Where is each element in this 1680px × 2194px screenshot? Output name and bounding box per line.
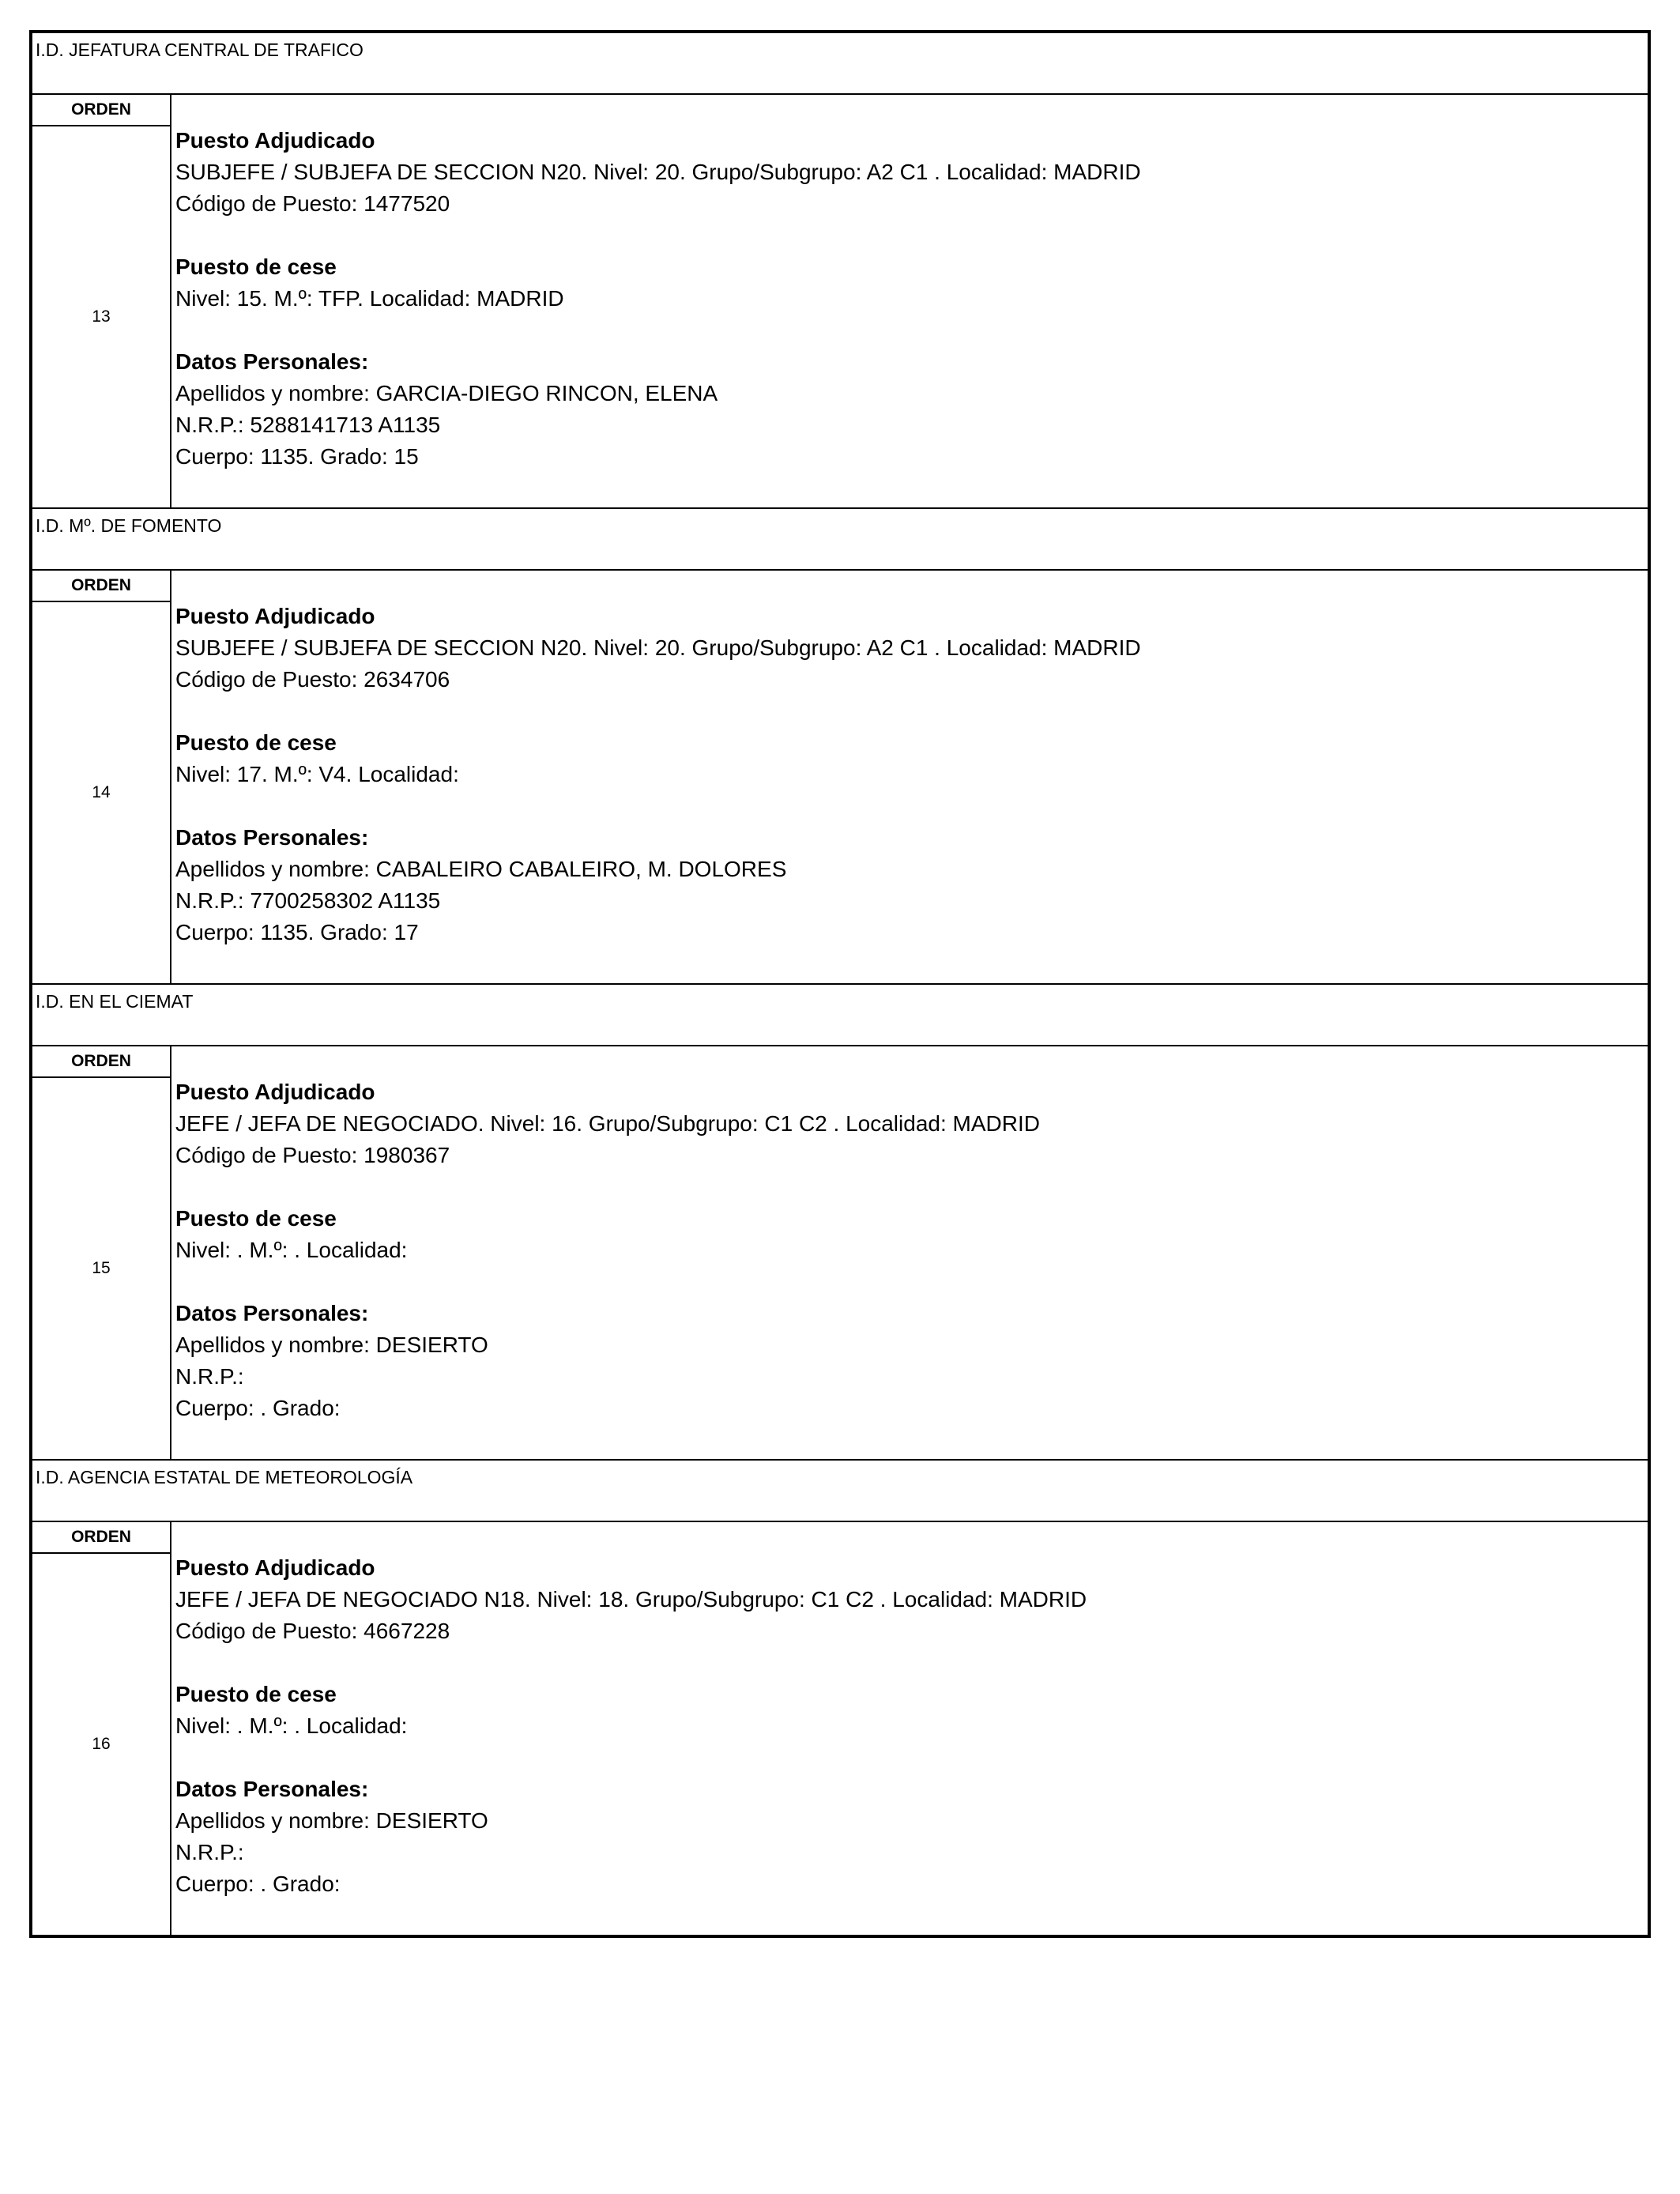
record-content (171, 1522, 1648, 1935)
document-table (29, 30, 1651, 1938)
puesto-cese-label: Puesto de cese (175, 1206, 337, 1231)
cuerpo-grado: Cuerpo: 1135. Grado: 17 (175, 920, 419, 944)
orden-label: ORDEN (32, 571, 170, 602)
nrp: N.R.P.: 5288141713 A1135 (175, 413, 441, 437)
puesto-cese-line: Nivel: 15. M.º: TFP. Localidad: MADRID (175, 286, 564, 311)
orden-column (32, 1522, 171, 1935)
puesto-adjudicado-line: SUBJEFE / SUBJEFA DE SECCION N20. Nivel: 20. Grupo/Subgrupo: A2 C1 . Localidad: MADRID (175, 160, 1141, 184)
codigo-puesto: Código de Puesto: 4667228 (175, 1619, 450, 1643)
puesto-cese-label: Puesto de cese (175, 254, 337, 279)
orden-column (32, 571, 171, 983)
orden-number: 14 (92, 783, 111, 801)
puesto-cese-label: Puesto de cese (175, 730, 337, 755)
puesto-adjudicado-label: Puesto Adjudicado (175, 604, 375, 628)
nrp: N.R.P.: (175, 1364, 244, 1389)
codigo-puesto: Código de Puesto: 1980367 (175, 1143, 450, 1167)
codigo-puesto: Código de Puesto: 1477520 (175, 191, 450, 216)
section-body (32, 95, 1648, 509)
cuerpo-grado: Cuerpo: 1135. Grado: 15 (175, 444, 419, 469)
datos-personales-label: Datos Personales: (175, 1777, 369, 1801)
nrp: N.R.P.: 7700258302 A1135 (175, 888, 441, 913)
record-content (171, 571, 1648, 983)
section-header: I.D. Mº. DE FOMENTO (32, 509, 1648, 571)
puesto-cese-line: Nivel: . M.º: . Localidad: (175, 1238, 408, 1262)
puesto-adjudicado-label: Puesto Adjudicado (175, 128, 375, 153)
apellidos-nombre: Apellidos y nombre: DESIERTO (175, 1808, 488, 1833)
section-14 (29, 509, 1651, 985)
apellidos-nombre: Apellidos y nombre: CABALEIRO CABALEIRO, M. DOLORES (175, 857, 787, 881)
puesto-adjudicado-line: SUBJEFE / SUBJEFA DE SECCION N20. Nivel: 20. Grupo/Subgrupo: A2 C1 . Localidad: MADRID (175, 635, 1141, 660)
orden-label: ORDEN (32, 1522, 170, 1554)
orden-label: ORDEN (32, 1046, 170, 1078)
section-header: I.D. JEFATURA CENTRAL DE TRAFICO (32, 33, 1648, 95)
section-header: I.D. AGENCIA ESTATAL DE METEOROLOGÍA (32, 1461, 1648, 1522)
section-15 (29, 985, 1651, 1461)
orden-number: 15 (92, 1259, 111, 1277)
cuerpo-grado: Cuerpo: . Grado: (175, 1396, 341, 1420)
puesto-adjudicado-label: Puesto Adjudicado (175, 1555, 375, 1580)
section-body (32, 1046, 1648, 1461)
section-header: I.D. EN EL CIEMAT (32, 985, 1648, 1046)
section-13 (29, 30, 1651, 509)
puesto-cese-label: Puesto de cese (175, 1682, 337, 1706)
cuerpo-grado: Cuerpo: . Grado: (175, 1872, 341, 1896)
datos-personales-label: Datos Personales: (175, 349, 369, 374)
orden-label: ORDEN (32, 95, 170, 126)
nrp: N.R.P.: (175, 1840, 244, 1864)
puesto-adjudicado-line: JEFE / JEFA DE NEGOCIADO. Nivel: 16. Grupo/Subgrupo: C1 C2 . Localidad: MADRID (175, 1111, 1040, 1136)
datos-personales-label: Datos Personales: (175, 825, 369, 850)
puesto-adjudicado-line: JEFE / JEFA DE NEGOCIADO N18. Nivel: 18. Grupo/Subgrupo: C1 C2 . Localidad: MADRID (175, 1587, 1087, 1612)
puesto-cese-line: Nivel: . M.º: . Localidad: (175, 1713, 408, 1738)
record-content (171, 1046, 1648, 1459)
apellidos-nombre: Apellidos y nombre: GARCIA-DIEGO RINCON, ELENA (175, 381, 718, 405)
orden-number: 16 (92, 1735, 111, 1753)
orden-column (32, 1046, 171, 1459)
apellidos-nombre: Apellidos y nombre: DESIERTO (175, 1333, 488, 1357)
section-16 (29, 1461, 1651, 1938)
section-body (32, 1522, 1648, 1935)
record-content (171, 95, 1648, 507)
orden-column (32, 95, 171, 507)
orden-number: 13 (92, 307, 111, 326)
puesto-adjudicado-label: Puesto Adjudicado (175, 1080, 375, 1104)
datos-personales-label: Datos Personales: (175, 1301, 369, 1325)
section-body (32, 571, 1648, 985)
puesto-cese-line: Nivel: 17. M.º: V4. Localidad: (175, 762, 459, 786)
codigo-puesto: Código de Puesto: 2634706 (175, 667, 450, 692)
